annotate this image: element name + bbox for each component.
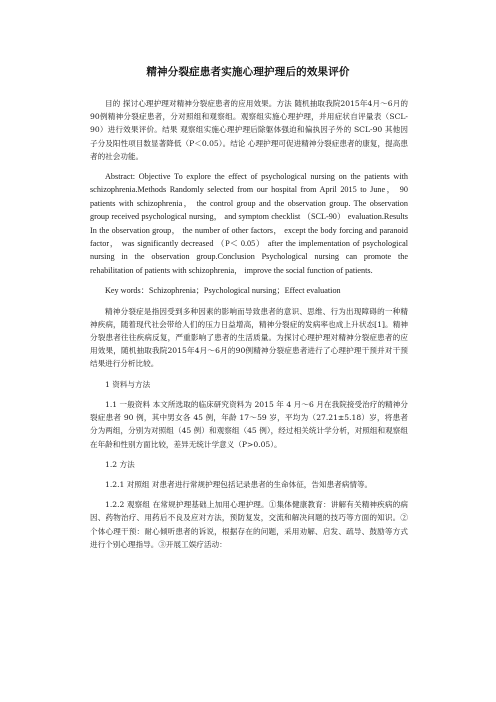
keywords: Key words：Schizophrenia；Psychological nursing；Effect evaluation: [105, 286, 341, 296]
article-body: [90, 97, 408, 551]
control-group-paragraph: 1.2.1 对照组 对患者进行常规护理包括记录患者的生命体征，告知患者病情等。: [105, 479, 373, 489]
section-heading: 1 资料与方法: [105, 379, 151, 389]
abstract-chinese: 目的 探讨心理护理对精神分裂症患者的应用效果。方法 随机抽取我院2015年4月～6月的90例精神分裂症患者，分对照组和观察组。观察组实施心理护理，并用症状自评量表（SCL-90）进行效果评价。结果 观察组实施心理护理后除躯体强迫和偏执因子外的 SCL-90 其他因子分及阳性项目数显著降低（P＜0.05）。结论 心理护理可促进精神分裂症患者的康复，提高患者的社会功能。: [90, 99, 408, 161]
observation-group-paragraph: 1.2.2 观察组 在常规护理基础上加用心理护理。①集体健康教育：讲解有关精神疾病的病因、药物治疗、用药后不良及应对方法，预防复发，交流和解决问题的技巧等方面的知识。②个体心理干预：耐心倾听患者的诉说，根据存在的问题，采用劝解、启发、疏导、鼓励等方式进行个别心理指导。③开展工娱疗活动：: [90, 500, 408, 549]
abstract-english: Abstract: Objective To explore the effect of psychological nursing on the patients with schizophrenia.Methods Randomly selected from our hospital from April 2015 to June， 90 patients with schizophrenia， the control group and the observation group. The observation group received psychological nursing， and symptom checklist （SCL-90） evaluation.Results In the observation group， the number of other factors， except the body forcing and paranoid factor， was significantly decreased （P＜ 0.05） after the implementation of psychological nursing in the observation group.Conclusion Psychological nursing can promote the rehabilitation of patients with schizophrenia， improve the social function of patients.: [90, 172, 408, 275]
subsection-heading: 1.2 方法: [105, 459, 135, 469]
introduction-paragraph: 精神分裂症是指因受到多种因素的影响而导致患者的意识、思维、行为出现障碍的一种精神疾病，随着现代社会带给人们的压力日益增高，精神分裂症的发病率也成上升状态[1]。精神分裂患者往往疾病反复，严重影响了患者的生活质量。为探讨心理护理对精神分裂症患者的应用效果，随机抽取我院2015年4月～6月的90例精神分裂症患者进行了心理护理干预并对干预结果进行分析比较。: [90, 306, 408, 369]
general-data-paragraph: 1.1 一般资料 本文所选取的临床研究资料为 2015 年 4 月～6 月在我院接受治疗的精神分裂症患者 90 例，其中男女各 45 例，年龄 17～59 岁，平均为（27.21±5.18）岁，将患者分为两组，分别为对照组（45 例）和观察组（45 例），经过相关统计学分析，对照组和观察组在年龄和性别方面比较，差异无统计学意义（P>0.05）。: [90, 399, 408, 449]
article-title: 精神分裂症患者实施心理护理后的效果评价: [146, 66, 350, 78]
